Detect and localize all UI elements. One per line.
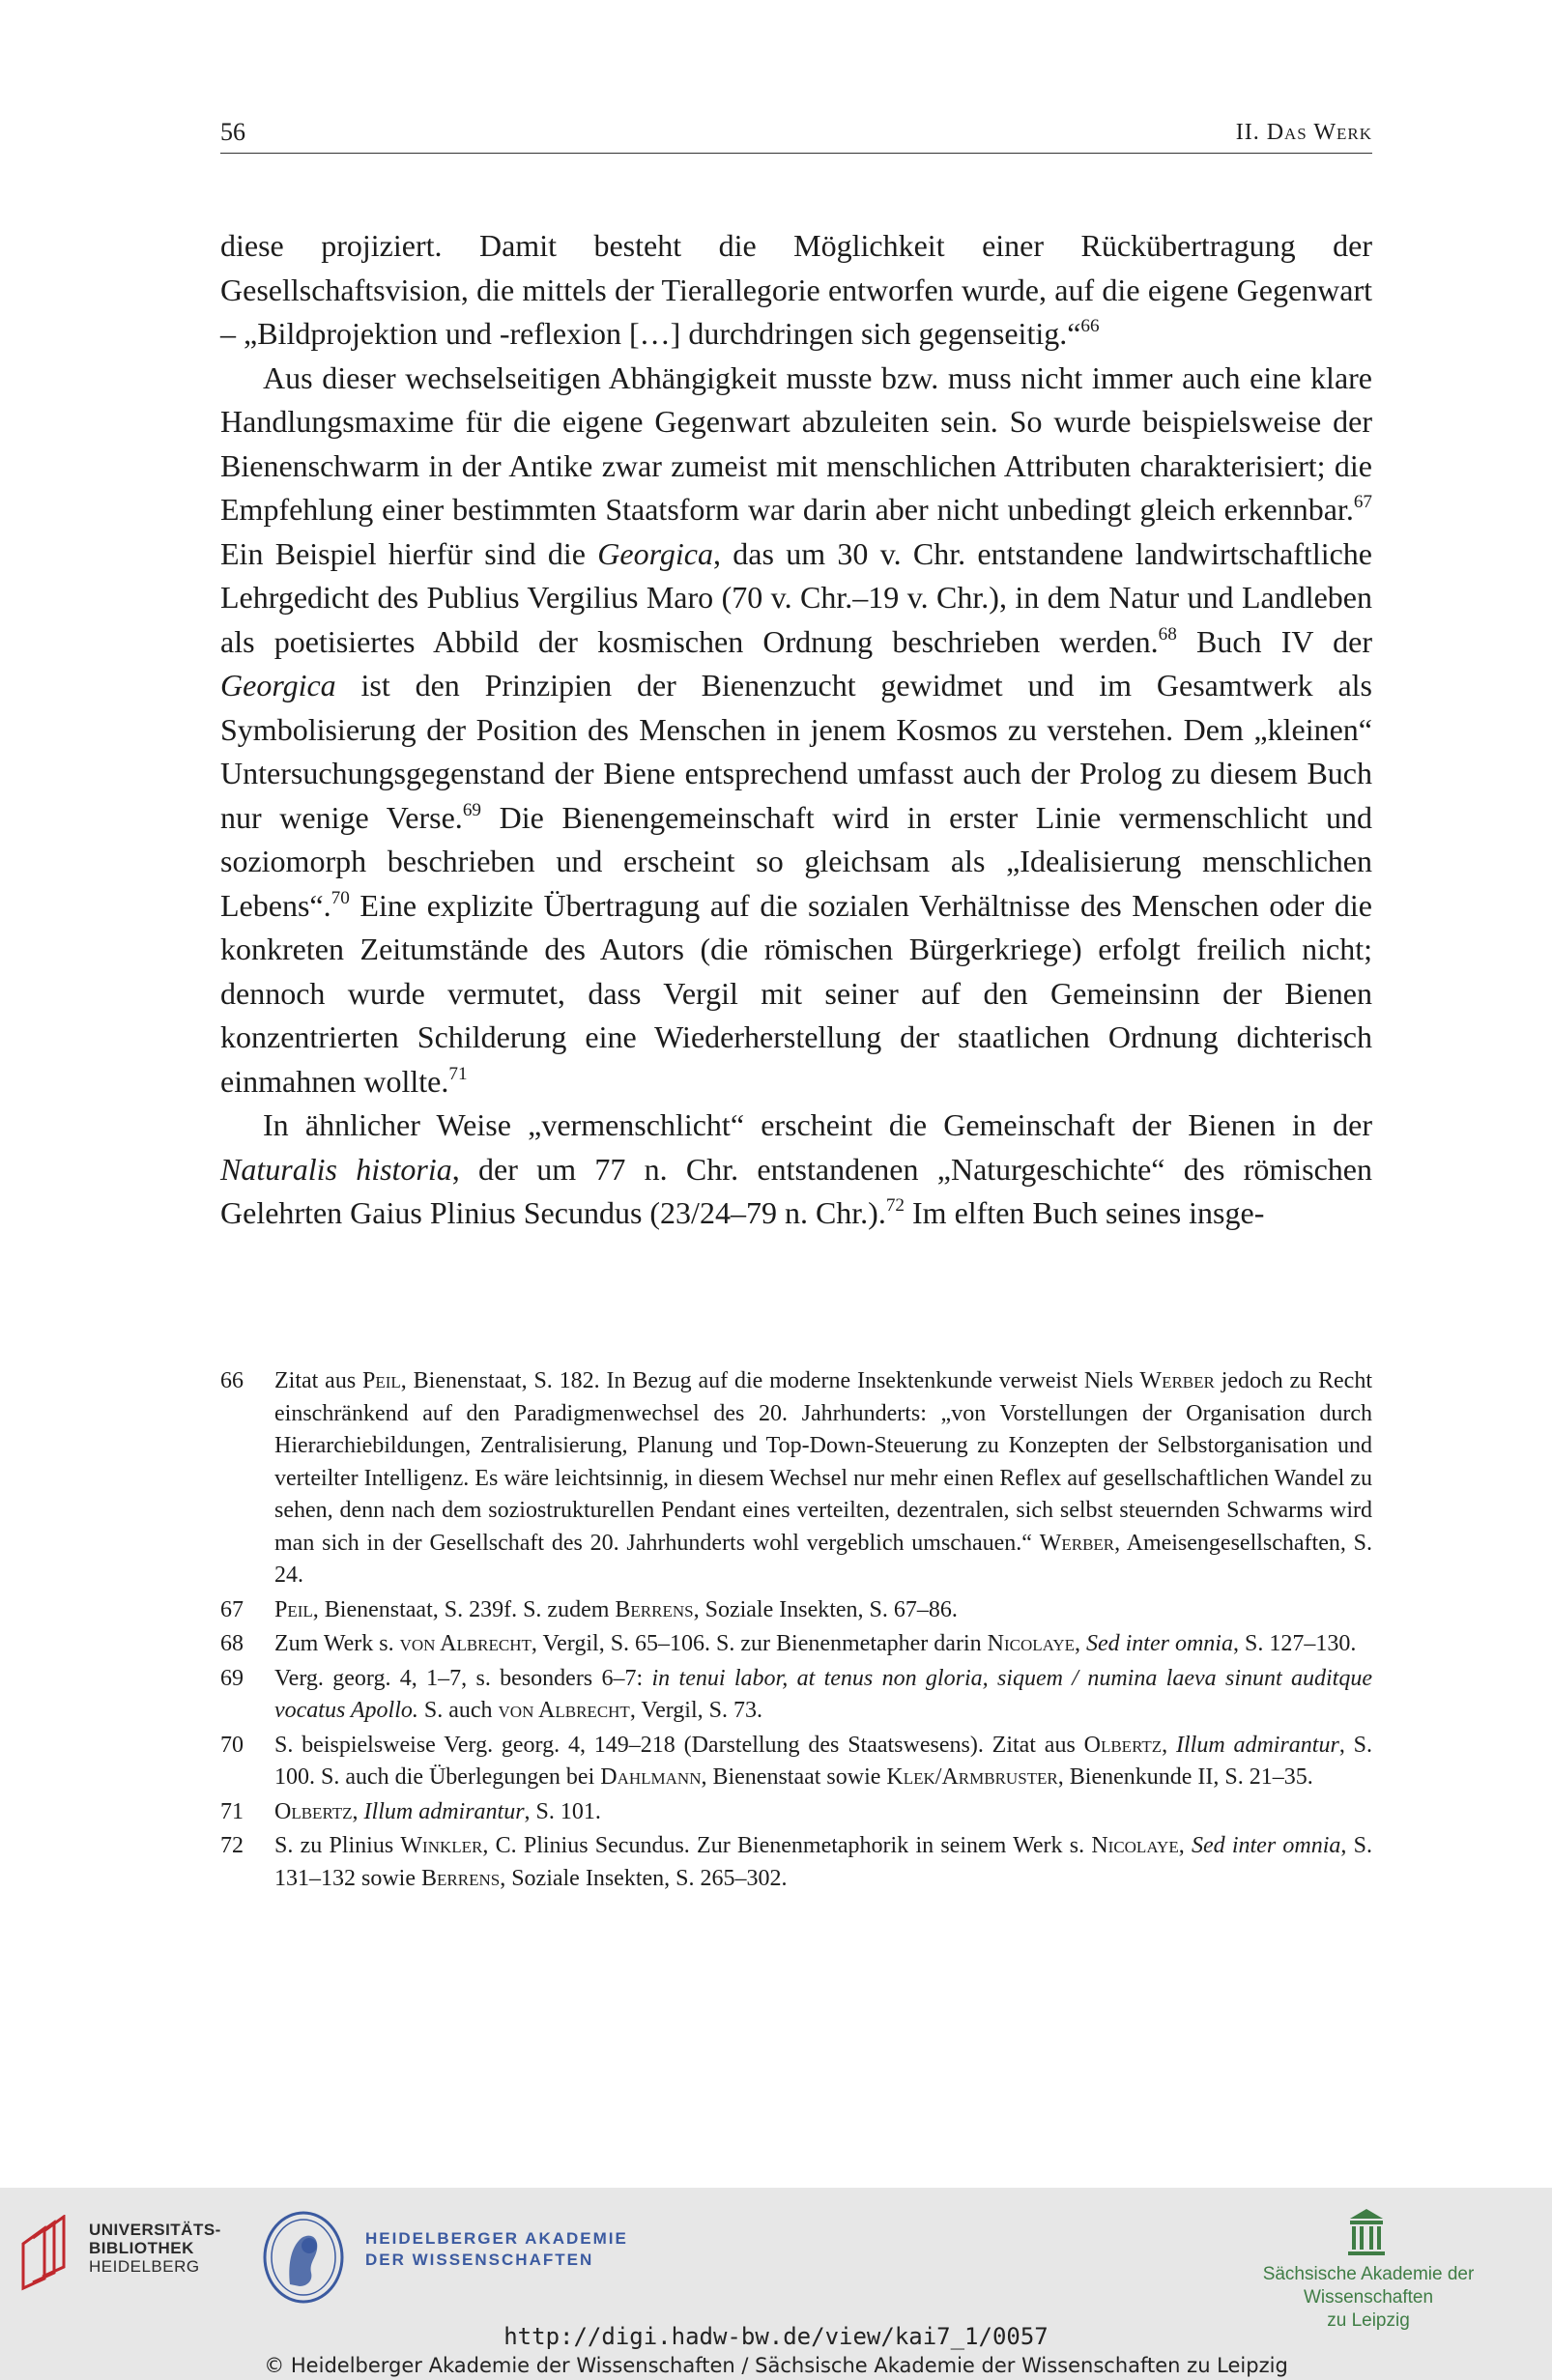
footnote-ref-71[interactable]: 71 <box>448 1063 468 1084</box>
footnote-text: , Vergil, S. 73. <box>629 1698 762 1723</box>
footnote-number: 72 <box>220 1833 244 1858</box>
paragraph-text: , das um 30 v. Chr. entstandene landwirtschaftliche Lehrgedicht des Publius Vergilius Maro (70 v. Chr.–19 v. Chr.), in dem Natur und Landleben als poetisiertes Abbild der kosmischen Ordnung beschrieben werden. <box>220 535 1373 659</box>
footnote-ref-70[interactable]: 70 <box>331 887 350 908</box>
author-name: von Albrecht <box>498 1698 630 1723</box>
logo-text: UNIVERSITÄTS- <box>89 2221 221 2239</box>
main-text <box>220 224 1372 1236</box>
work-title: Illum admirantur <box>1175 1732 1339 1758</box>
footnote-text: S. zu Plinius <box>274 1833 401 1858</box>
work-title: Illum admirantur <box>363 1798 525 1824</box>
footnote-ref-66[interactable]: 66 <box>1080 316 1100 337</box>
footnote-number: 66 <box>220 1368 244 1393</box>
paragraph-text: Im elften Buch seines insge- <box>905 1195 1265 1230</box>
author-name: Klek/Armbruster <box>886 1764 1058 1790</box>
footnote-68 <box>220 1628 1372 1661</box>
logo-text: zu Leipzig <box>1327 2310 1410 2331</box>
page-header <box>220 114 1372 154</box>
author-name: Peil <box>362 1368 401 1393</box>
paragraph-text: diese projiziert. Damit besteht die Möglichkeit einer Rückübertragung der Gesellschaftsvision, die mittels der Tierallegorie entworfen wurde, auf die eigene Gegenwart – „Bildprojektion und -reflexion […] durchdringen sich gegenseitig.“ <box>220 228 1372 351</box>
footnote-70 <box>220 1730 1372 1794</box>
work-title: Georgica <box>220 668 336 703</box>
logo-text: BIBLIOTHEK <box>89 2239 194 2257</box>
footnote-text: Zitat aus <box>274 1368 363 1393</box>
author-name: Dahlmann <box>600 1764 702 1790</box>
university-library-name <box>89 2221 221 2276</box>
paragraph-text: Eine explizite Übertragung auf die sozialen Verhältnisse des Menschen oder die konkreten Zeitumstände des Autors (die römischen Bürgerkriege) erfolgt freilich nicht; dennoch wurde vermutet, dass Vergil mit seiner auf den Gemeinsinn der Bienen konzentrierten Schilderung eine Wiederherstellung der staatlichen Ordnung dichterisch einmahnen wollte. <box>220 887 1372 1099</box>
author-name: Berrens <box>615 1596 694 1622</box>
footnote-ref-68[interactable]: 68 <box>1158 623 1177 645</box>
work-title: Sed inter omnia <box>1191 1833 1341 1858</box>
digitization-footer <box>0 2188 1552 2380</box>
footnote-text: , Bienenstaat sowie <box>701 1764 887 1790</box>
footnote-text: , <box>1074 1631 1086 1656</box>
footnote-ref-72[interactable]: 72 <box>885 1195 905 1217</box>
paragraph-3 <box>220 1104 1372 1236</box>
footnote-text: S. auch <box>417 1698 499 1723</box>
footnote-ref-69[interactable]: 69 <box>462 799 481 820</box>
paragraph-text: ist den Prinzipien der Bienenzucht gewidmet und im Gesamtwerk als Symbolisierung der Position des Menschen in jenem Kosmos zu verstehen. Dem „kleinen“ Untersuchungsgegenstand der Biene entsprechend umfasst auch der Prolog zu diesem Buch nur wenige Verse. <box>220 668 1372 835</box>
footnote-67 <box>220 1594 1372 1627</box>
work-title: Naturalis historia <box>220 1151 452 1187</box>
author-name: Werber <box>1139 1368 1215 1393</box>
footnotes <box>220 1365 1372 1897</box>
logo-text: Sächsische Akademie der Wissenschaften <box>1262 2264 1475 2308</box>
latin-quote: in tenui labor, at tenus non gloria, siquem / numina laeva sinunt auditque vocatus Apollo. <box>274 1665 1372 1723</box>
running-head: II. Das Werk <box>1235 120 1372 145</box>
author-name: Werber <box>1039 1530 1115 1556</box>
footnote-text: , Bienenstaat, S. 182. In Bezug auf die moderne Insektenkunde verweist Niels <box>400 1368 1140 1393</box>
paragraph-text: In ähnlicher Weise „vermenschlicht“ erscheint die Gemeinschaft der Bienen in der <box>263 1107 1372 1142</box>
footnote-69 <box>220 1663 1372 1728</box>
paragraph-text: Ein Beispiel hierfür sind die <box>220 535 598 571</box>
logo-text: HEIDELBERGER AKADEMIE <box>365 2229 628 2248</box>
footnote-text: , <box>1178 1833 1192 1858</box>
author-name: Olbertz <box>274 1798 353 1824</box>
footnote-text: , Bienenkunde II, S. 21–35. <box>1057 1764 1313 1790</box>
saxon-academy-logo-icon <box>1346 2207 1387 2257</box>
footnote-text: , Soziale Insekten, S. 265–302. <box>500 1865 788 1891</box>
footnote-72 <box>220 1830 1372 1895</box>
page-number: 56 <box>220 118 245 146</box>
university-library-logo-icon <box>17 2215 81 2292</box>
footnote-text: , S. 127–130. <box>1232 1631 1357 1656</box>
author-name: Peil <box>274 1596 313 1622</box>
paragraph-text: Buch IV der <box>1176 623 1373 659</box>
footnote-number: 67 <box>220 1596 244 1622</box>
author-name: Olbertz <box>1083 1732 1163 1758</box>
permalink[interactable]: http://digi.hadw-bw.de/view/kai7_1/0057 <box>503 2323 1049 2350</box>
footnote-71 <box>220 1796 1372 1829</box>
footnote-text: , C. Plinius Secundus. Zur Bienenmetaphorik in seinem Werk s. <box>482 1833 1092 1858</box>
work-title: Georgica <box>597 535 713 571</box>
footnote-text: Verg. georg. 4, 1–7, s. besonders 6–7: <box>274 1665 652 1691</box>
footnote-number: 69 <box>220 1665 244 1691</box>
paragraph-1 <box>220 224 1372 357</box>
logo-text: DER WISSENSCHAFTEN <box>365 2251 594 2269</box>
logo-text: HEIDELBERG <box>89 2257 200 2276</box>
work-title: Sed inter omnia <box>1085 1631 1233 1656</box>
footnote-text: jedoch zu Recht einschränkend auf den Paradigmenwechsel des 20. Jahrhunderts: „von Vorstellungen der Organisation durch Hierarchiebildungen, Zentralisierung, Planung und Top-Down-Steuerung zu Konzepten der Selbstorganisation und verteilter Intelligenz. Es wäre leichtsinnig, in diesem Wechsel nur mehr einen Reflex auf gesellschaftlichen Wandel zu sehen, denn nach dem soziostrukturellen Pendant eines verteilten, dezentralen, sich selbst steuernden Schwarms wird man sich in der Gesellschaft des 20. Jahrhunderts wohl vergeblich umschauen.“ <box>274 1368 1373 1556</box>
footnote-number: 71 <box>220 1798 244 1824</box>
footnote-text: , S. 131–132 sowie <box>274 1833 1373 1891</box>
footnote-text: , S. 100. S. auch die Überlegungen bei <box>274 1732 1373 1790</box>
footnote-text: S. beispielsweise Verg. georg. 4, 149–218 (Darstellung des Staatswesens). Zitat aus <box>274 1732 1084 1758</box>
footnote-text: Zum Werk s. <box>274 1631 400 1656</box>
footnote-66 <box>220 1365 1372 1592</box>
paragraph-text: Die Bienengemeinschaft wird in erster Linie vermenschlicht und soziomorph beschrieben und erscheint so gleichsam als „Idealisierung menschlichen Lebens“. <box>220 799 1373 923</box>
footnote-text: , Vergil, S. 65–106. S. zur Bienenmetapher darin <box>531 1631 988 1656</box>
footnote-text: , Bienenstaat, S. 239f. S. zudem <box>312 1596 616 1622</box>
footnote-text: , Ameisengesellschaften, S. 24. <box>274 1530 1372 1588</box>
author-name: Nicolaye <box>1091 1833 1179 1858</box>
author-name: Berrens <box>421 1865 501 1891</box>
author-name: von Albrecht <box>399 1631 532 1656</box>
paragraph-2 <box>220 357 1372 1104</box>
footnote-text: , Soziale Insekten, S. 67–86. <box>693 1596 958 1622</box>
footnote-text: , S. 101. <box>524 1798 601 1824</box>
paragraph-text: Aus dieser wechselseitigen Abhängigkeit musste bzw. muss nicht immer auch eine klare Handlungsmaxime für die eigene Gegenwart abzuleiten sein. So wurde beispielsweise der Bienenschwarm in der Antike zwar zumeist mit menschlichen Attributen charakterisiert; die Empfehlung einer bestimmten Staatsform war darin aber nicht unbedingt gleich erkennbar. <box>220 359 1372 527</box>
author-name: Winkler <box>400 1833 483 1858</box>
author-name: Nicolaye <box>987 1631 1075 1656</box>
copyright-notice: © Heidelberger Akademie der Wissenschaften / Sächsische Akademie der Wissenschaften zu Leipzig <box>264 2354 1288 2377</box>
footnote-number: 68 <box>220 1631 244 1656</box>
heidelberg-academy-name <box>365 2228 628 2271</box>
academy-seal-icon <box>261 2209 346 2306</box>
footnote-text: , <box>352 1798 364 1824</box>
footnote-ref-67[interactable]: 67 <box>1353 492 1372 513</box>
footnote-number: 70 <box>220 1732 244 1758</box>
paragraph-text: , der um 77 n. Chr. entstandenen „Naturgeschichte“ des römischen Gelehrten Gaius Plinius Secundus (23/24–79 n. Chr.). <box>220 1151 1373 1230</box>
footnote-text: , <box>1162 1732 1176 1758</box>
